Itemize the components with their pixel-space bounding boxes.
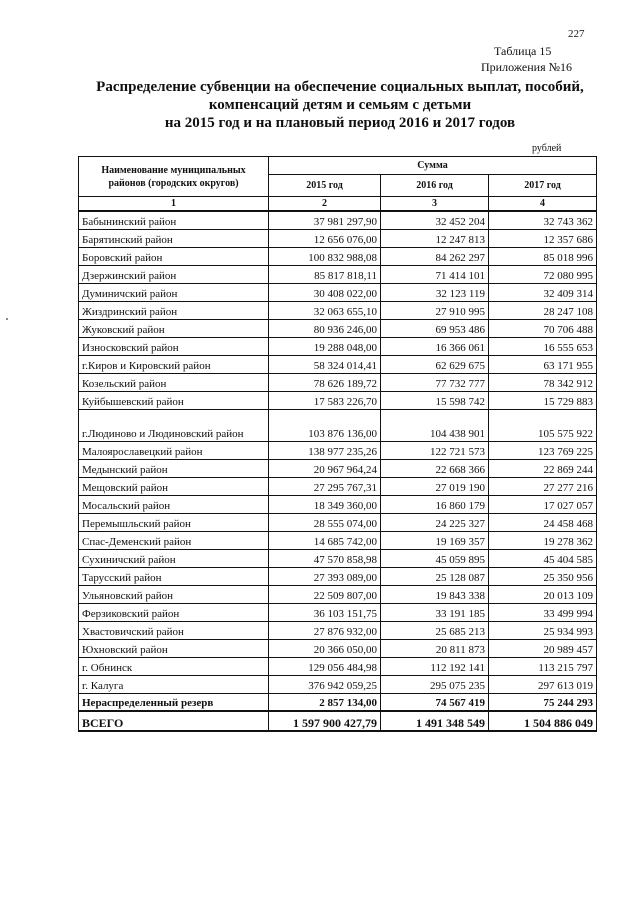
table-row [79,319,597,337]
value-2015: 1 597 900 427,79 [269,711,381,731]
value-2016: 84 262 297 [381,247,489,265]
district-name: г.Людиново и Людиновский район [79,409,269,441]
value-2015: 28 555 074,00 [269,513,381,531]
district-name: г.Киров и Кировский район [79,355,269,373]
value-2015: 17 583 226,70 [269,391,381,409]
header-year-2016: 2016 год [381,175,489,197]
value-2016: 69 953 486 [381,319,489,337]
margin-mark [6,318,8,320]
value-2017: 20 013 109 [489,585,597,603]
value-2016: 25 685 213 [381,621,489,639]
value-2017: 70 706 488 [489,319,597,337]
value-2016: 19 843 338 [381,585,489,603]
header-year-2017: 2017 год [489,175,597,197]
value-2016: 112 192 141 [381,657,489,675]
value-2016: 32 123 119 [381,283,489,301]
table-row [79,531,597,549]
table-row [79,513,597,531]
value-2015: 19 288 048,00 [269,337,381,355]
value-2015: 20 366 050,00 [269,639,381,657]
district-name: Мосальский район [79,495,269,513]
value-2016: 1 491 348 549 [381,711,489,731]
table-row [79,477,597,495]
value-2015: 12 656 076,00 [269,229,381,247]
table-row [79,495,597,513]
value-2016: 62 629 675 [381,355,489,373]
table-row [79,265,597,283]
district-name: Жуковский район [79,319,269,337]
value-2016: 16 860 179 [381,495,489,513]
value-2016: 74 567 419 [381,693,489,711]
subvention-table [78,156,597,732]
district-name: Нераспределенный резерв [79,693,269,711]
value-2015: 37 981 297,90 [269,211,381,229]
district-name: Мещовский район [79,477,269,495]
table-row [79,567,597,585]
value-2015: 58 324 014,41 [269,355,381,373]
value-2017: 16 555 653 [489,337,597,355]
table-row [79,585,597,603]
value-2017: 123 769 225 [489,441,597,459]
district-name: Сухиничский район [79,549,269,567]
district-name: Боровский район [79,247,269,265]
table-row [79,621,597,639]
value-2017: 25 350 956 [489,567,597,585]
value-2015: 138 977 235,26 [269,441,381,459]
district-name: г. Калуга [79,675,269,693]
column-number: 2 [269,197,381,212]
district-name: Малоярославецкий район [79,441,269,459]
table-row [79,549,597,567]
value-2015: 30 408 022,00 [269,283,381,301]
table-row [79,639,597,657]
value-2016: 20 811 873 [381,639,489,657]
value-2015: 27 393 089,00 [269,567,381,585]
table-row [79,657,597,675]
value-2015: 85 817 818,11 [269,265,381,283]
value-2017: 32 409 314 [489,283,597,301]
value-2016: 25 128 087 [381,567,489,585]
district-name: Бабынинский район [79,211,269,229]
district-name: Хвастовичский район [79,621,269,639]
district-name: Думиничский район [79,283,269,301]
value-2017: 78 342 912 [489,373,597,391]
column-number: 4 [489,197,597,212]
table-row [79,391,597,409]
value-2016: 27 910 995 [381,301,489,319]
title-line: компенсаций детям и семьям с детьми [208,97,472,113]
value-2017: 297 613 019 [489,675,597,693]
district-name: Тарусский район [79,567,269,585]
value-2015: 376 942 059,25 [269,675,381,693]
header-year-2015: 2015 год [269,175,381,197]
value-2017: 22 869 244 [489,459,597,477]
table-row [79,337,597,355]
value-2016: 45 059 895 [381,549,489,567]
table-row [79,229,597,247]
value-2015: 22 509 807,00 [269,585,381,603]
value-2017: 63 171 955 [489,355,597,373]
table-row [79,247,597,265]
value-2016: 24 225 327 [381,513,489,531]
value-2017: 75 244 293 [489,693,597,711]
district-name: Жиздринский район [79,301,269,319]
value-2016: 33 191 185 [381,603,489,621]
value-2016: 77 732 777 [381,373,489,391]
value-2015: 18 349 360,00 [269,495,381,513]
table-row [79,459,597,477]
value-2015: 20 967 964,24 [269,459,381,477]
value-2015: 27 876 932,00 [269,621,381,639]
value-2017: 19 278 362 [489,531,597,549]
value-2015: 129 056 484,98 [269,657,381,675]
value-2016: 122 721 573 [381,441,489,459]
table-row [79,693,597,711]
value-2017: 85 018 996 [489,247,597,265]
header-name-column: Наименование муниципальных районов (городских округов) [79,157,269,197]
value-2015: 36 103 151,75 [269,603,381,621]
table-row [79,373,597,391]
title-line: Распределение субвенции на обеспечение социальных выплат, пособий, [96,79,584,95]
page-number: 227 [568,28,585,40]
district-name: Медынский район [79,459,269,477]
value-2017: 72 080 995 [489,265,597,283]
district-name: Куйбышевский район [79,391,269,409]
district-name: Козельский район [79,373,269,391]
column-number: 1 [79,197,269,212]
value-2017: 15 729 883 [489,391,597,409]
value-2015: 14 685 742,00 [269,531,381,549]
value-2017: 113 215 797 [489,657,597,675]
value-2016: 16 366 061 [381,337,489,355]
table-label: Таблица 15 [494,44,552,58]
value-2016: 19 169 357 [381,531,489,549]
district-name: ВСЕГО [79,711,269,731]
appendix-label: Приложения №16 [481,60,573,74]
value-2017: 25 934 993 [489,621,597,639]
value-2015: 27 295 767,31 [269,477,381,495]
district-name: Перемышльский район [79,513,269,531]
district-name: Износковский район [79,337,269,355]
value-2016: 104 438 901 [381,409,489,441]
value-2015: 32 063 655,10 [269,301,381,319]
value-2017: 24 458 468 [489,513,597,531]
table-row [79,409,597,441]
title-line: на 2015 год и на плановый период 2016 и 2017 годов [164,115,516,131]
value-2015: 103 876 136,00 [269,409,381,441]
value-2017: 17 027 057 [489,495,597,513]
value-2015: 80 936 246,00 [269,319,381,337]
document-title [70,78,610,132]
district-name: Ульяновский район [79,585,269,603]
value-2015: 78 626 189,72 [269,373,381,391]
value-2017: 33 499 994 [489,603,597,621]
value-2015: 2 857 134,00 [269,693,381,711]
district-name: Юхновский район [79,639,269,657]
units-label: рублей [532,143,562,154]
value-2015: 100 832 988,08 [269,247,381,265]
header-sum-column: Сумма [269,157,597,175]
value-2016: 22 668 366 [381,459,489,477]
value-2016: 15 598 742 [381,391,489,409]
value-2016: 32 452 204 [381,211,489,229]
table-row [79,441,597,459]
column-number: 3 [381,197,489,212]
value-2017: 45 404 585 [489,549,597,567]
district-name: Спас-Деменский район [79,531,269,549]
district-name: Барятинский район [79,229,269,247]
value-2017: 1 504 886 049 [489,711,597,731]
value-2016: 12 247 813 [381,229,489,247]
value-2016: 295 075 235 [381,675,489,693]
district-name: Дзержинский район [79,265,269,283]
district-name: г. Обнинск [79,657,269,675]
table-row [79,355,597,373]
value-2017: 12 357 686 [489,229,597,247]
table-row [79,283,597,301]
table-row [79,603,597,621]
table-row [79,711,597,731]
value-2015: 47 570 858,98 [269,549,381,567]
value-2017: 32 743 362 [489,211,597,229]
table-row [79,675,597,693]
value-2016: 71 414 101 [381,265,489,283]
value-2016: 27 019 190 [381,477,489,495]
value-2017: 20 989 457 [489,639,597,657]
value-2017: 28 247 108 [489,301,597,319]
district-name: Ферзиковский район [79,603,269,621]
table-row [79,211,597,229]
value-2017: 27 277 216 [489,477,597,495]
value-2017: 105 575 922 [489,409,597,441]
table-row [79,301,597,319]
